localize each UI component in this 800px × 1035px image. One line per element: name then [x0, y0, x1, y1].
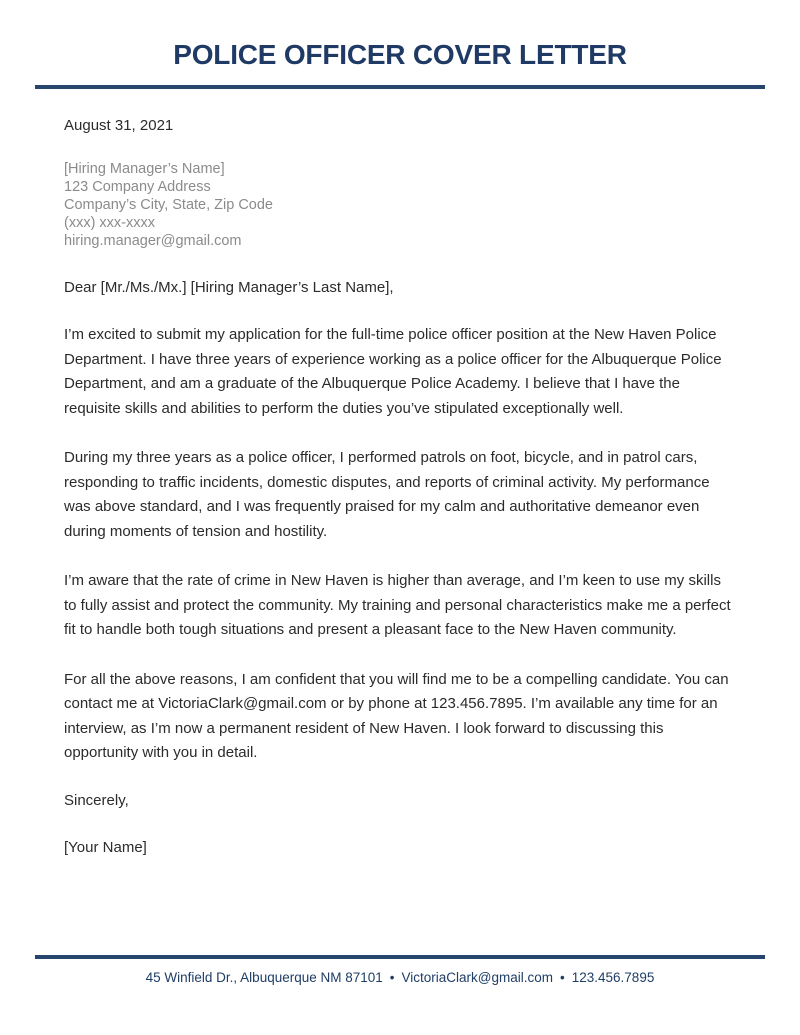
footer-phone: 123.456.7895 — [571, 970, 655, 985]
paragraph-call-to-action: For all the above reasons, I am confident that you will find me to be a compelling candidate. You can contact me at VictoriaClark@gmail.com or by phone at 123.456.7895. I’m available any time for an interview, as I’m now a permanent resident of New Haven. I look forward to discussing this opportunity with you in detail. — [64, 670, 729, 761]
recipient-email: hiring.manager@gmail.com — [64, 233, 242, 249]
paragraph-experience: During my three years as a police officer, I performed patrols on foot, bicycle, and in patrol cars, responding to traffic incidents, domestic disputes, and reports of criminal activity. My performance was above standard, and I was frequently praised for my calm and authoritative demeanor even during moments of tension and hostility. — [64, 449, 710, 540]
footer-separator: • — [560, 970, 565, 985]
recipient-city-state-zip: Company’s City, State, Zip Code — [64, 197, 273, 213]
closing: Sincerely, — [64, 791, 129, 809]
recipient-name: [Hiring Manager’s Name] — [64, 161, 225, 177]
footer-address: 45 Winfield Dr., Albuquerque NM 87101 — [145, 970, 383, 985]
footer-contact-line — [0, 969, 800, 987]
header-divider — [35, 85, 765, 89]
recipient-block — [64, 160, 736, 250]
recipient-address: 123 Company Address — [64, 179, 211, 195]
signature-placeholder: [Your Name] — [64, 838, 147, 856]
paragraph-motivation: I’m aware that the rate of crime in New Haven is higher than average, and I’m keen to use my skills to fully assist and protect the community. My training and personal characteristics make me a perfect fit to handle both tough situations and present a pleasant face to the New Haven community. — [64, 572, 731, 638]
letter-date: August 31, 2021 — [64, 117, 174, 134]
recipient-phone: (xxx) xxx-xxxx — [64, 215, 156, 231]
footer-separator: • — [389, 970, 395, 985]
paragraph-introduction: I’m excited to submit my application for the full-time police officer position at the New Haven Police Department. I have three years of experience working as a police officer for the Albuquerque Police Department, and am a graduate of the Albuquerque Police Academy. I believe that I have the requisite skills and abilities to perform the duties you’ve stipulated exceptionally well. — [64, 326, 722, 417]
footer-email: VictoriaClark@gmail.com — [401, 970, 554, 985]
salutation: Dear [Mr./Ms./Mx.] [Hiring Manager’s Last Name], — [64, 279, 394, 296]
page-title: POLICE OFFICER COVER LETTER — [173, 39, 627, 70]
footer-divider — [35, 955, 765, 959]
letter-body — [0, 116, 800, 858]
